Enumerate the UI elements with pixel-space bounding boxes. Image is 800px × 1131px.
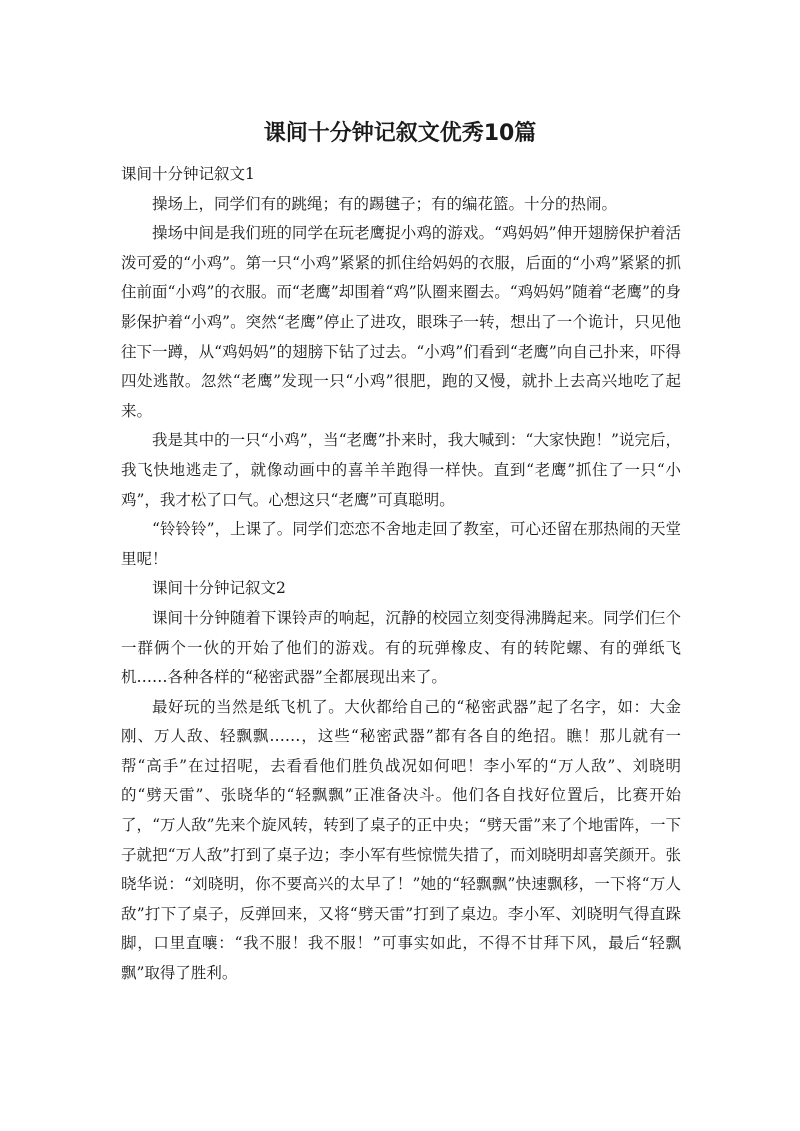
section-heading: 课间十分钟记叙文2: [152, 579, 286, 598]
paragraph: 操场上，同学们有的跳绳；有的踢毽子；有的编花篮。十分的热闹。: [152, 194, 618, 213]
paragraph: “铃铃铃”，上课了。同学们恋恋不舍地走回了教室，可心还留在那热闹的天堂里呢！: [121, 520, 681, 568]
section-2: [121, 574, 681, 988]
document-title: 课间十分钟记叙文优秀10篇: [263, 121, 537, 146]
paragraph: 最好玩的当然是纸飞机了。大伙都给自己的“秘密武器”起了名字，如：大金刚、万人敌、轻飘飘……，这些“秘密武器”都有各自的绝招。瞧！那儿就有一帮“高手”在过招呢，去看看他们胜负战况如何吧！李小军的“万人敌”、刘晓明的“劈天雷”、张晓华的“轻飘飘”正准备决斗。他们各自找好位置后，比赛开始了，“万人敌”先来个旋风转，转到了桌子的正中央；“劈天雷”来了个地雷阵，一下子就把“万人敌”打到了桌子边；李小军有些惊慌失措了，而刘晓明却喜笑颜开。张晓华说：“刘晓明，你不要高兴的太早了！”她的“轻飘飘”快速飘移，一下将“万人敌”打下了桌子，反弹回来，又将“劈天雷”打到了桌边。李小军、刘晓明气得直跺脚，口里直嚷：“我不服！我不服！”可事实如此，不得不甘拜下风，最后“轻飘飘”取得了胜利。: [121, 697, 681, 983]
paragraph: 我是其中的一只“小鸡”，当“老鹰”扑来时，我大喊到：“大家快跑！”说完后，我飞快地逃走了，就像动画中的喜羊羊跑得一样快。直到“老鹰”抓住了一只“小鸡”，我才松了口气。心想这只“老鹰”可真聪明。: [121, 431, 681, 509]
paragraph: 课间十分钟随着下课铃声的响起，沉静的校园立刻变得沸腾起来。同学们仨个一群俩个一伙的开始了他们的游戏。有的玩弹橡皮、有的转陀螺、有的弹纸飞机……各种各样的“秘密武器”全都展现出来了。: [121, 608, 681, 687]
section-1: [121, 160, 681, 574]
document-body: [121, 160, 681, 989]
paragraph: 操场中间是我们班的同学在玩老鹰捉小鸡的游戏。“鸡妈妈”伸开翅膀保护着活泼可爱的“小鸡”。第一只“小鸡”紧紧的抓住给妈妈的衣服，后面的“小鸡”紧紧的抓住前面“小鸡”的衣服。而“老鹰”却围着“鸡”队圈来圈去。“鸡妈妈”随着“老鹰”的身影保护着“小鸡”。突然“老鹰”停止了进攻，眼珠子一转，想出了一个诡计，只见他往下一蹲，从“鸡妈妈”的翅膀下钻了过去。“小鸡”们看到“老鹰”向自己扑来，吓得四处逃散。忽然“老鹰”发现一只“小鸡”很肥，跑的又慢，就扑上去高兴地吃了起来。: [121, 224, 681, 420]
section-heading: 课间十分钟记叙文1: [121, 165, 255, 183]
